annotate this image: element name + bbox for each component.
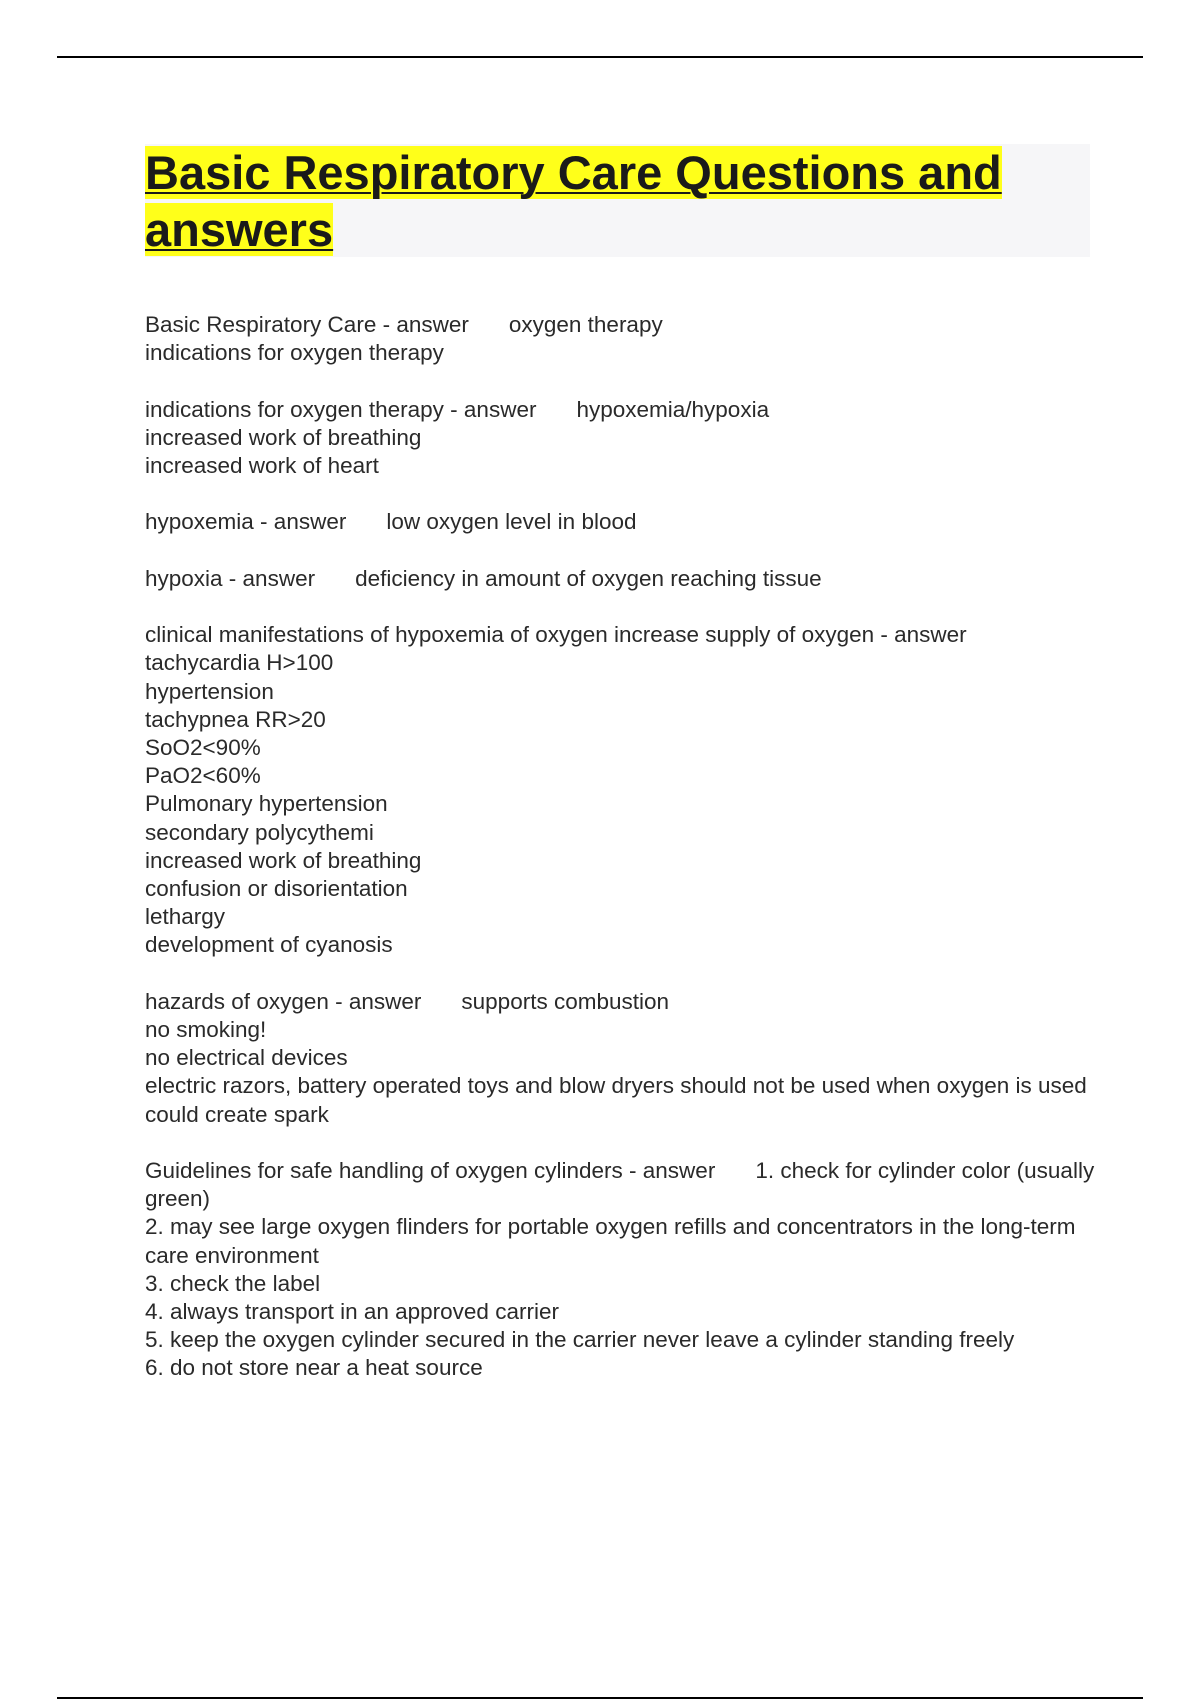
page-title <box>145 144 1090 258</box>
answer-line: lethargy <box>145 904 226 930</box>
question-text: hazards of oxygen - answer <box>145 988 422 1014</box>
qa-entry <box>145 565 1105 593</box>
question-text: clinical manifestations of hypoxemia of oxygen increase supply of oxygen - answer <box>145 622 967 648</box>
answer-line: could create spark <box>145 1101 329 1127</box>
answer-line: development of cyanosis <box>145 932 393 958</box>
qa-entry <box>145 1157 1105 1383</box>
question-text: hypoxia - answer <box>145 565 316 591</box>
top-rule <box>57 56 1143 58</box>
answer-line: 6. do not store near a heat source <box>145 1355 483 1381</box>
bottom-rule <box>57 1697 1143 1699</box>
qa-first-line <box>145 621 1105 649</box>
answer-text: 1. check for cylinder color (usually green) <box>145 1158 1095 1212</box>
answer-text: deficiency in amount of oxygen reaching tissue <box>355 565 822 591</box>
answer-text: hypoxemia/hypoxia <box>576 396 770 422</box>
answer-line: Pulmonary hypertension <box>145 791 388 817</box>
qa-first-line <box>145 565 1105 593</box>
qa-entry <box>145 396 1105 481</box>
title-block <box>145 144 1090 257</box>
question-text: hypoxemia - answer <box>145 509 347 535</box>
title-line-1: Basic Respiratory Care Questions and <box>145 146 1002 199</box>
answer-line: 3. check the label <box>145 1270 321 1296</box>
answer-text: low oxygen level in blood <box>386 509 637 535</box>
answer-line: PaO2<60% <box>145 763 261 789</box>
qa-entry <box>145 988 1105 1129</box>
answer-line: electric razors, battery operated toys and blow dryers should not be used when oxygen is used <box>145 1073 1087 1099</box>
answer-line: SoO2<90% <box>145 734 261 760</box>
answer-line: tachypnea RR>20 <box>145 706 326 732</box>
answer-line: 5. keep the oxygen cylinder secured in the carrier never leave a cylinder standing freely <box>145 1327 1015 1353</box>
answer-text: supports combustion <box>461 988 670 1014</box>
qa-entry <box>145 311 1105 367</box>
qa-first-line <box>145 311 1105 339</box>
qa-entry <box>145 621 1105 959</box>
answer-line: 2. may see large oxygen flinders for portable oxygen refills and concentrators in the long-term care environment <box>145 1214 1076 1268</box>
answer-line: indications for oxygen therapy <box>145 340 444 366</box>
answer-line: no smoking! <box>145 1017 267 1042</box>
answer-line: no electrical devices <box>145 1045 348 1071</box>
answer-line: increased work of heart <box>145 453 379 478</box>
question-text: indications for oxygen therapy - answer <box>145 396 537 422</box>
qa-first-line <box>145 508 1105 536</box>
answer-line: secondary polycythemi <box>145 819 374 845</box>
answer-line: increased work of breathing <box>145 424 422 450</box>
qa-entry <box>145 508 1105 536</box>
question-text: Guidelines for safe handling of oxygen cylinders - answer <box>145 1158 716 1183</box>
qa-first-line <box>145 396 1105 424</box>
answer-line: increased work of breathing <box>145 847 422 873</box>
qa-first-line <box>145 1157 1105 1213</box>
title-line-2: answers <box>145 203 334 256</box>
answer-line: 4. always transport in an approved carrier <box>145 1299 559 1325</box>
qa-content <box>145 311 1105 1411</box>
question-text: Basic Respiratory Care - answer <box>145 312 469 337</box>
answer-line: hypertension <box>145 678 274 704</box>
answer-line: confusion or disorientation <box>145 876 408 901</box>
answer-text: oxygen therapy <box>508 312 663 337</box>
qa-first-line <box>145 988 1105 1016</box>
answer-line: tachycardia H>100 <box>145 650 334 676</box>
